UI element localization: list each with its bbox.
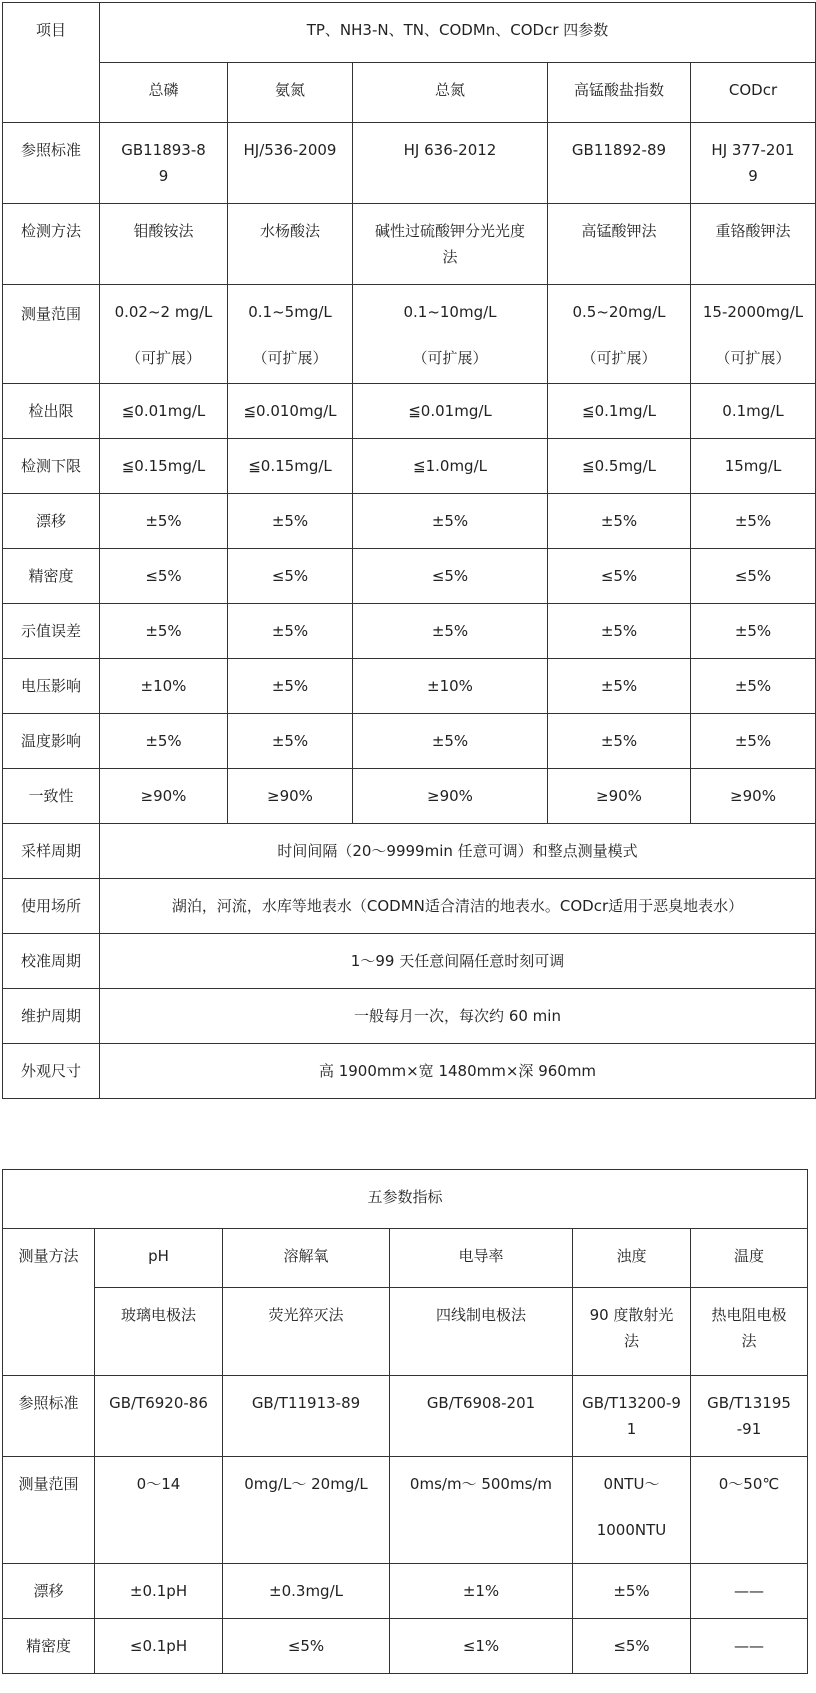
table-cell (691, 1619, 808, 1674)
cell-line: 0mg/L～ 20mg/L (244, 1475, 368, 1493)
table-cell (573, 1457, 691, 1564)
cell-line: ≤5% (145, 567, 182, 585)
table-cell (353, 549, 548, 604)
cell-line: ≥90% (596, 787, 642, 805)
cell-line: 钼酸铵法 (133, 222, 194, 240)
cell-line: ±5% (271, 677, 309, 695)
table-cell (691, 204, 816, 285)
table-cell (691, 1564, 808, 1619)
cell-line: 1000NTU (596, 1521, 667, 1539)
cell-line: ≦0.010mg/L (243, 402, 337, 420)
table-cell (691, 1376, 808, 1457)
cell-line: GB/T13200-9 (582, 1394, 681, 1412)
row-label: 精密度 (3, 549, 100, 604)
table-cell (691, 1457, 808, 1564)
table-cell (95, 1564, 223, 1619)
param-header: 总氮 (353, 63, 548, 123)
cell-line: 0～50℃ (718, 1475, 780, 1493)
table-cell (353, 494, 548, 549)
table-row (3, 1619, 808, 1674)
table-cell (100, 439, 228, 494)
table-row (3, 989, 816, 1044)
method-cell (223, 1288, 390, 1376)
table-cell (353, 204, 548, 285)
param-header: CODcr (691, 63, 816, 123)
cell-line: GB/T6908-201 (426, 1394, 536, 1412)
table-cell (353, 659, 548, 714)
table-cell (691, 549, 816, 604)
cell-line: 法 (741, 1332, 757, 1350)
table-row (3, 439, 816, 494)
cell-line: 法 (623, 1332, 639, 1350)
merged-value: 1～99 天任意间隔任意时刻可调 (100, 934, 816, 989)
cell-line: 15mg/L (724, 457, 782, 475)
cell-line: （可扩展） (581, 349, 657, 367)
table-row (3, 204, 816, 285)
table-row (3, 659, 816, 714)
table-cell (548, 714, 691, 769)
cell-line: GB11893-8 (121, 141, 206, 159)
cell-line: ±5% (613, 1582, 650, 1600)
cell-line: —— (734, 1637, 764, 1655)
cell-line: ±5% (600, 622, 638, 640)
cell-line: ±5% (600, 732, 638, 750)
row-label: 使用场所 (3, 879, 100, 934)
cell-line: ≦0.01mg/L (121, 402, 206, 420)
cell-line: GB11892-89 (571, 141, 667, 159)
cell-line: ≤5% (287, 1637, 325, 1655)
table-cell (548, 204, 691, 285)
table-cell (390, 1457, 573, 1564)
cell-line: ±1% (462, 1582, 500, 1600)
cell-line: 0.02~2 mg/L (114, 303, 213, 321)
row-label: 维护周期 (3, 989, 100, 1044)
cell-line: ≦0.01mg/L (408, 402, 492, 420)
method-cell (573, 1288, 691, 1376)
param-header: 溶解氧 (223, 1229, 390, 1288)
cell-line: ±5% (734, 732, 772, 750)
table-cell (95, 1457, 223, 1564)
param-header: 氨氮 (228, 63, 353, 123)
cell-line: HJ 377-201 (711, 141, 795, 159)
table-cell (100, 384, 228, 439)
row-label: 外观尺寸 (3, 1044, 100, 1099)
cell-line: 0NTU～ (603, 1475, 660, 1493)
table-cell (223, 1376, 390, 1457)
cell-line: ≦0.15mg/L (248, 457, 332, 475)
cell-line: ±5% (431, 622, 469, 640)
cell-line: 0.1mg/L (722, 402, 784, 420)
cell-line: ≤0.1pH (129, 1637, 188, 1655)
cell-line: 0.1~5mg/L (248, 303, 332, 321)
table-cell (548, 659, 691, 714)
table-cell (100, 285, 228, 384)
table-cell (691, 659, 816, 714)
cell-line: ±5% (431, 512, 469, 530)
table-cell (353, 604, 548, 659)
cell-line: ≥90% (730, 787, 776, 805)
row-label: 检出限 (3, 384, 100, 439)
table-cell (100, 204, 228, 285)
cell-line: 90 度散射光 (589, 1306, 674, 1324)
table-row (3, 879, 816, 934)
group-header: TP、NH3-N、TN、CODMn、CODcr 四参数 (100, 3, 816, 63)
cell-line: ≥90% (427, 787, 473, 805)
table-cell (95, 1619, 223, 1674)
cell-line: ≦0.1mg/L (582, 402, 656, 420)
row-label: 采样周期 (3, 824, 100, 879)
cell-line: ±5% (734, 677, 772, 695)
method-cell (95, 1288, 223, 1376)
cell-line: —— (734, 1582, 764, 1600)
table-row (3, 604, 816, 659)
row-label: 漂移 (3, 494, 100, 549)
row-label: 精密度 (3, 1619, 95, 1674)
param-header: 温度 (691, 1229, 808, 1288)
table-cell (228, 123, 353, 204)
merged-value: 一般每月一次，每次约 60 min (100, 989, 816, 1044)
cell-line: 热电阻电极 (711, 1306, 787, 1324)
table-cell (353, 384, 548, 439)
table-cell (228, 769, 353, 824)
cell-line: 荧光猝灭法 (268, 1306, 344, 1324)
table-cell (353, 714, 548, 769)
cell-line: 高锰酸钾法 (581, 222, 657, 240)
row-label: 一致性 (3, 769, 100, 824)
table-cell (100, 604, 228, 659)
cell-line: 水杨酸法 (259, 222, 320, 240)
param-header: 高锰酸盐指数 (548, 63, 691, 123)
method-header: 测量方法 (3, 1229, 95, 1376)
param-header: 总磷 (100, 63, 228, 123)
five-param-title: 五参数指标 (3, 1170, 808, 1229)
table-cell (223, 1564, 390, 1619)
row-label: 电压影响 (3, 659, 100, 714)
cell-line: ≦0.5mg/L (582, 457, 656, 475)
row-label: 测量范围 (3, 1457, 95, 1564)
table-cell (353, 285, 548, 384)
table-cell (228, 204, 353, 285)
table-cell (691, 714, 816, 769)
table-cell (228, 714, 353, 769)
table-cell (691, 285, 816, 384)
cell-line: 9 (748, 167, 758, 185)
table-cell (390, 1376, 573, 1457)
five-parameter-table (2, 1169, 808, 1674)
cell-line: ±5% (145, 732, 182, 750)
table-cell (228, 604, 353, 659)
cell-line: ±5% (145, 622, 182, 640)
table-cell (228, 384, 353, 439)
cell-line: 0～14 (136, 1475, 181, 1493)
cell-line: 15-2000mg/L (702, 303, 804, 321)
cell-line: ±5% (271, 512, 309, 530)
table-cell (390, 1619, 573, 1674)
cell-line: ≦1.0mg/L (413, 457, 487, 475)
table-row (3, 1044, 816, 1099)
method-cell (691, 1288, 808, 1376)
table-row (3, 769, 816, 824)
row-label: 校准周期 (3, 934, 100, 989)
cell-line: ≤1% (462, 1637, 500, 1655)
cell-line: ≦0.15mg/L (121, 457, 206, 475)
cell-line: HJ/536-2009 (243, 141, 337, 159)
cell-line: 0.1~10mg/L (403, 303, 497, 321)
cell-line: 9 (158, 167, 169, 185)
cell-line: GB/T13195 (707, 1394, 791, 1412)
table-cell (223, 1619, 390, 1674)
cell-line: ≤5% (431, 567, 469, 585)
table-cell (100, 659, 228, 714)
cell-line: ±5% (734, 512, 772, 530)
cell-line: GB/T11913-89 (251, 1394, 361, 1412)
param-header: 浊度 (573, 1229, 691, 1288)
table-cell (548, 285, 691, 384)
row-label: 温度影响 (3, 714, 100, 769)
merged-value: 时间间隔（20～9999min 任意可调）和整点测量模式 (100, 824, 816, 879)
table-row (3, 1457, 808, 1564)
cell-line: ±5% (600, 512, 638, 530)
table-cell (353, 769, 548, 824)
table-cell (691, 604, 816, 659)
cell-line: ≥90% (267, 787, 313, 805)
cell-line: ±5% (145, 512, 182, 530)
table-cell (573, 1376, 691, 1457)
table-cell (691, 123, 816, 204)
table-cell (691, 439, 816, 494)
table-row (3, 1376, 808, 1457)
cell-line: ±5% (734, 622, 772, 640)
table-row (3, 714, 816, 769)
table-cell (100, 494, 228, 549)
table-row (3, 934, 816, 989)
table-row (3, 285, 816, 384)
cell-line: ±0.3mg/L (269, 1582, 343, 1600)
cell-line: （可扩展） (125, 349, 201, 367)
param-header: pH (95, 1229, 223, 1288)
table-cell (95, 1376, 223, 1457)
row-label: 示值误差 (3, 604, 100, 659)
table-cell (353, 123, 548, 204)
cell-line: ≥90% (140, 787, 187, 805)
table-cell (228, 494, 353, 549)
cell-line: ±5% (271, 622, 309, 640)
item-header: 项目 (3, 3, 100, 123)
cell-line: 四线制电极法 (435, 1306, 526, 1324)
cell-line: 法 (442, 248, 458, 266)
cell-line: 重铬酸钾法 (715, 222, 791, 240)
table-cell (353, 439, 548, 494)
table-row (3, 549, 816, 604)
table-row (3, 1564, 808, 1619)
cell-line: （可扩展） (252, 349, 328, 367)
table-cell (691, 769, 816, 824)
cell-line: （可扩展） (412, 349, 488, 367)
table-cell (548, 549, 691, 604)
cell-line: HJ 636-2012 (403, 141, 497, 159)
cell-line: 0.5~20mg/L (572, 303, 666, 321)
table-cell (228, 285, 353, 384)
row-label: 检测下限 (3, 439, 100, 494)
table-cell (548, 769, 691, 824)
table-row (3, 494, 816, 549)
cell-line: ≤5% (734, 567, 772, 585)
table-cell (100, 549, 228, 604)
cell-line: ≤5% (600, 567, 638, 585)
table-cell (548, 384, 691, 439)
cell-line: ±10% (427, 677, 473, 695)
row-label: 参照标准 (3, 123, 100, 204)
method-cell (390, 1288, 573, 1376)
param-header: 电导率 (390, 1229, 573, 1288)
merged-value: 湖泊，河流，水库等地表水（CODMN适合清洁的地表水。CODcr适用于恶臭地表水） (100, 879, 816, 934)
table-cell (548, 439, 691, 494)
cell-line: ≤5% (613, 1637, 650, 1655)
row-label: 参照标准 (3, 1376, 95, 1457)
table-row (3, 824, 816, 879)
table-row (3, 384, 816, 439)
table-cell (228, 659, 353, 714)
row-label: 漂移 (3, 1564, 95, 1619)
table-cell (548, 604, 691, 659)
cell-line: ≤5% (271, 567, 309, 585)
cell-line: 0ms/m～ 500ms/m (409, 1475, 553, 1493)
table-cell (228, 549, 353, 604)
cell-line: ±5% (271, 732, 309, 750)
four-parameter-table (2, 2, 816, 1099)
table-cell (100, 123, 228, 204)
table-cell (573, 1619, 691, 1674)
row-label: 测量范围 (3, 285, 100, 384)
merged-value: 高 1900mm×宽 1480mm×深 960mm (100, 1044, 816, 1099)
cell-line: 碱性过硫酸钾分光光度 (374, 222, 525, 240)
table-cell (100, 769, 228, 824)
table-cell (691, 494, 816, 549)
cell-line: ±5% (431, 732, 469, 750)
table-cell (573, 1564, 691, 1619)
table-cell (223, 1457, 390, 1564)
cell-line: -91 (736, 1420, 762, 1438)
table-cell (548, 494, 691, 549)
cell-line: GB/T6920-86 (109, 1394, 208, 1412)
table-cell (691, 384, 816, 439)
table-cell (548, 123, 691, 204)
table-cell (228, 439, 353, 494)
table-cell (100, 714, 228, 769)
cell-line: （可扩展） (715, 349, 791, 367)
cell-line: ±5% (600, 677, 638, 695)
row-label: 检测方法 (3, 204, 100, 285)
table-cell (390, 1564, 573, 1619)
table-row (3, 123, 816, 204)
cell-line: 玻璃电极法 (120, 1306, 196, 1324)
cell-line: 1 (626, 1420, 637, 1438)
cell-line: ±0.1pH (129, 1582, 188, 1600)
cell-line: ±10% (140, 677, 187, 695)
